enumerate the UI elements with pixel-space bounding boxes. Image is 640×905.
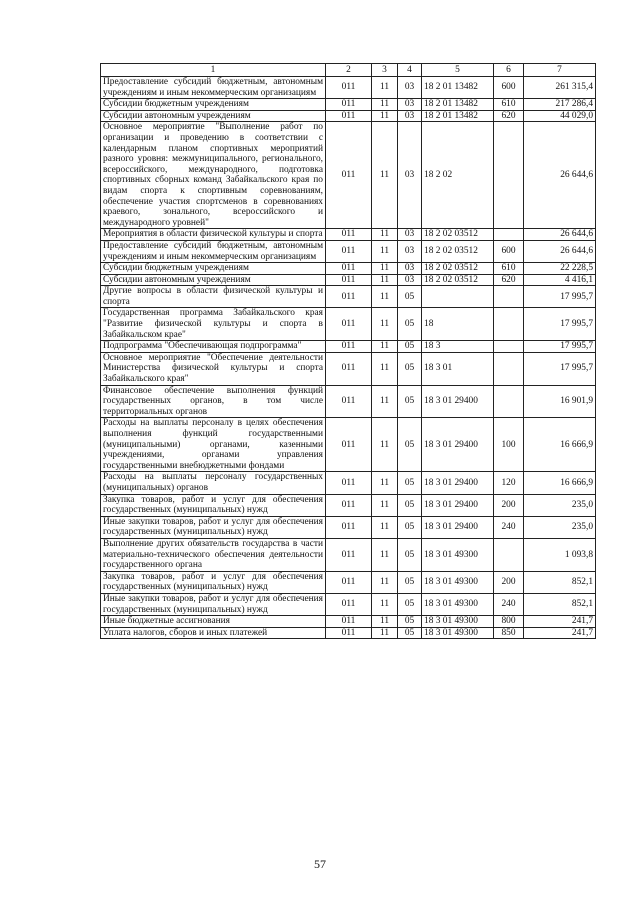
target-article-code: 18 [422, 308, 494, 341]
admin-code: 011 [326, 274, 372, 286]
table-row [101, 571, 596, 593]
table-row [101, 616, 596, 628]
row-name: Выполнение других обязательств государства в части материально-технического обеспечения деятельности государственного органа [101, 538, 326, 571]
admin-code: 011 [326, 240, 372, 262]
expense-type-code [494, 352, 524, 385]
target-article-code: 18 3 01 29400 [422, 472, 494, 494]
amount: 17 995,7 [524, 352, 596, 385]
expense-type-code: 610 [494, 263, 524, 275]
amount: 4 416,1 [524, 274, 596, 286]
target-article-code: 18 3 01 [422, 352, 494, 385]
table-row [101, 240, 596, 262]
amount: 16 666,9 [524, 418, 596, 472]
amount: 16 901,9 [524, 385, 596, 418]
admin-code: 011 [326, 472, 372, 494]
row-name: Подпрограмма "Обеспечивающая подпрограмма" [101, 341, 326, 353]
header-col-2: 2 [326, 64, 372, 77]
table-row [101, 341, 596, 353]
section-code: 11 [372, 99, 398, 111]
amount: 17 995,7 [524, 308, 596, 341]
admin-code: 011 [326, 516, 372, 538]
expense-type-code [494, 538, 524, 571]
amount: 241,7 [524, 627, 596, 639]
table-row [101, 263, 596, 275]
expense-type-code: 100 [494, 418, 524, 472]
subsection-code: 05 [398, 341, 422, 353]
section-code: 11 [372, 472, 398, 494]
section-code: 11 [372, 240, 398, 262]
target-article-code: 18 2 01 13482 [422, 110, 494, 122]
amount: 217 286,4 [524, 99, 596, 111]
table-row [101, 516, 596, 538]
subsection-code: 05 [398, 418, 422, 472]
section-code: 11 [372, 110, 398, 122]
row-name: Иные бюджетные ассигнования [101, 616, 326, 628]
section-code: 11 [372, 229, 398, 241]
admin-code: 011 [326, 494, 372, 516]
row-name: Уплата налогов, сборов и иных платежей [101, 627, 326, 639]
row-name: Иные закупки товаров, работ и услуг для обеспечения государственных (муниципальных) нужд [101, 516, 326, 538]
expense-type-code [494, 122, 524, 229]
header-col-7: 7 [524, 64, 596, 77]
admin-code: 011 [326, 122, 372, 229]
table-row [101, 229, 596, 241]
table-row [101, 538, 596, 571]
subsection-code: 03 [398, 77, 422, 99]
section-code: 11 [372, 538, 398, 571]
table-row [101, 627, 596, 639]
target-article-code: 18 2 01 13482 [422, 77, 494, 99]
subsection-code: 03 [398, 240, 422, 262]
row-name: Предоставление субсидий бюджетным, автономным учреждениям и иным некоммерческим организациям [101, 77, 326, 99]
section-code: 11 [372, 616, 398, 628]
target-article-code: 18 2 02 03512 [422, 240, 494, 262]
row-name: Расходы на выплаты персоналу государственных (муниципальных) органов [101, 472, 326, 494]
admin-code: 011 [326, 385, 372, 418]
admin-code: 011 [326, 593, 372, 615]
section-code: 11 [372, 77, 398, 99]
row-name: Закупка товаров, работ и услуг для обеспечения государственных (муниципальных) нужд [101, 494, 326, 516]
row-name: Иные закупки товаров, работ и услуг для обеспечения государственных (муниципальных) нужд [101, 593, 326, 615]
amount: 22 228,5 [524, 263, 596, 275]
target-article-code: 18 3 01 49300 [422, 571, 494, 593]
amount: 17 995,7 [524, 286, 596, 308]
section-code: 11 [372, 494, 398, 516]
target-article-code: 18 2 02 03512 [422, 263, 494, 275]
amount: 44 029,0 [524, 110, 596, 122]
amount: 1 093,8 [524, 538, 596, 571]
subsection-code: 05 [398, 308, 422, 341]
section-code: 11 [372, 341, 398, 353]
table-row [101, 99, 596, 111]
row-name: Субсидии бюджетным учреждениям [101, 263, 326, 275]
subsection-code: 05 [398, 571, 422, 593]
target-article-code: 18 2 02 03512 [422, 229, 494, 241]
section-code: 11 [372, 263, 398, 275]
target-article-code: 18 3 01 49300 [422, 616, 494, 628]
amount: 16 666,9 [524, 472, 596, 494]
table-row [101, 274, 596, 286]
admin-code: 011 [326, 77, 372, 99]
header-col-5: 5 [422, 64, 494, 77]
section-code: 11 [372, 516, 398, 538]
subsection-code: 03 [398, 263, 422, 275]
header-col-1: 1 [101, 64, 326, 77]
admin-code: 011 [326, 341, 372, 353]
row-name: Финансовое обеспечение выполнения функций государственных органов, в том числе территориальных органов [101, 385, 326, 418]
subsection-code: 05 [398, 627, 422, 639]
table-row [101, 286, 596, 308]
subsection-code: 05 [398, 516, 422, 538]
subsection-code: 03 [398, 274, 422, 286]
subsection-code: 05 [398, 286, 422, 308]
table-row [101, 110, 596, 122]
expense-type-code [494, 341, 524, 353]
row-name: Субсидии автономным учреждениям [101, 274, 326, 286]
page-number: 57 [314, 857, 326, 871]
expense-type-code: 240 [494, 516, 524, 538]
row-name: Государственная программа Забайкальского края "Развитие физической культуры и спорта в Забайкальском крае" [101, 308, 326, 341]
expense-type-code: 620 [494, 110, 524, 122]
expense-type-code [494, 385, 524, 418]
amount: 17 995,7 [524, 341, 596, 353]
subsection-code: 05 [398, 616, 422, 628]
table-row [101, 308, 596, 341]
budget-table [100, 63, 596, 639]
amount: 26 644,6 [524, 229, 596, 241]
expense-type-code: 800 [494, 616, 524, 628]
table-row [101, 472, 596, 494]
expense-type-code [494, 308, 524, 341]
expense-type-code: 600 [494, 240, 524, 262]
target-article-code: 18 3 01 29400 [422, 385, 494, 418]
amount: 235,0 [524, 516, 596, 538]
target-article-code: 18 3 01 49300 [422, 593, 494, 615]
expense-type-code: 200 [494, 571, 524, 593]
admin-code: 011 [326, 627, 372, 639]
subsection-code: 05 [398, 538, 422, 571]
admin-code: 011 [326, 263, 372, 275]
table-row [101, 494, 596, 516]
admin-code: 011 [326, 229, 372, 241]
amount: 852,1 [524, 593, 596, 615]
expense-type-code: 240 [494, 593, 524, 615]
table-row [101, 352, 596, 385]
row-name: Предоставление субсидий бюджетным, автономным учреждениям и иным некоммерческим организациям [101, 240, 326, 262]
expense-type-code: 600 [494, 77, 524, 99]
section-code: 11 [372, 571, 398, 593]
admin-code: 011 [326, 418, 372, 472]
row-name: Мероприятия в области физической культуры и спорта [101, 229, 326, 241]
header-col-3: 3 [372, 64, 398, 77]
section-code: 11 [372, 352, 398, 385]
amount: 241,7 [524, 616, 596, 628]
row-name: Субсидии автономным учреждениям [101, 110, 326, 122]
subsection-code: 03 [398, 110, 422, 122]
subsection-code: 03 [398, 229, 422, 241]
expense-type-code: 200 [494, 494, 524, 516]
expense-type-code: 850 [494, 627, 524, 639]
expense-type-code [494, 229, 524, 241]
admin-code: 011 [326, 286, 372, 308]
section-code: 11 [372, 122, 398, 229]
section-code: 11 [372, 627, 398, 639]
admin-code: 011 [326, 352, 372, 385]
target-article-code: 18 2 02 [422, 122, 494, 229]
subsection-code: 03 [398, 122, 422, 229]
table-row [101, 122, 596, 229]
admin-code: 011 [326, 616, 372, 628]
admin-code: 011 [326, 99, 372, 111]
row-name: Другие вопросы в области физической культуры и спорта [101, 286, 326, 308]
row-name: Закупка товаров, работ и услуг для обеспечения государственных (муниципальных) нужд [101, 571, 326, 593]
subsection-code: 05 [398, 494, 422, 516]
target-article-code: 18 3 01 29400 [422, 418, 494, 472]
section-code: 11 [372, 274, 398, 286]
target-article-code: 18 3 01 49300 [422, 538, 494, 571]
table-row [101, 77, 596, 99]
subsection-code: 03 [398, 99, 422, 111]
section-code: 11 [372, 418, 398, 472]
expense-type-code [494, 286, 524, 308]
section-code: 11 [372, 308, 398, 341]
table-row [101, 593, 596, 615]
row-name: Основное мероприятие "Обеспечение деятельности Министерства физической культуры и спорта Забайкальского края" [101, 352, 326, 385]
target-article-code: 18 3 01 49300 [422, 627, 494, 639]
table-header-row [101, 64, 596, 77]
target-article-code: 18 3 01 29400 [422, 494, 494, 516]
subsection-code: 05 [398, 385, 422, 418]
section-code: 11 [372, 385, 398, 418]
subsection-code: 05 [398, 352, 422, 385]
table-row [101, 385, 596, 418]
expense-type-code: 120 [494, 472, 524, 494]
row-name: Основное мероприятие "Выполнение работ по организации и проведению в соответствии с календарным планом спортивных мероприятий разного уровня: межмуниципального, регионального, всероссийского, международного, подготовка спортивных сборных команд Забайкальского края по видам спорта к спортивным соревнованиям, обеспечение участия спортсменов в соревнованиях краевого, зонального, всероссийского и международного уровней" [101, 122, 326, 229]
expense-type-code: 620 [494, 274, 524, 286]
target-article-code [422, 286, 494, 308]
subsection-code: 05 [398, 593, 422, 615]
row-name: Субсидии бюджетным учреждениям [101, 99, 326, 111]
subsection-code: 05 [398, 472, 422, 494]
admin-code: 011 [326, 538, 372, 571]
admin-code: 011 [326, 571, 372, 593]
section-code: 11 [372, 286, 398, 308]
amount: 261 315,4 [524, 77, 596, 99]
target-article-code: 18 2 02 03512 [422, 274, 494, 286]
header-col-4: 4 [398, 64, 422, 77]
amount: 26 644,6 [524, 122, 596, 229]
amount: 235,0 [524, 494, 596, 516]
target-article-code: 18 2 01 13482 [422, 99, 494, 111]
table-body [101, 77, 596, 639]
amount: 852,1 [524, 571, 596, 593]
target-article-code: 18 3 01 29400 [422, 516, 494, 538]
target-article-code: 18 3 [422, 341, 494, 353]
header-col-6: 6 [494, 64, 524, 77]
table-row [101, 418, 596, 472]
admin-code: 011 [326, 308, 372, 341]
admin-code: 011 [326, 110, 372, 122]
section-code: 11 [372, 593, 398, 615]
amount: 26 644,6 [524, 240, 596, 262]
row-name: Расходы на выплаты персоналу в целях обеспечения выполнения функций государственными (муниципальными) органами, казенными учреждениями, органами управления государственными внебюджетными фондами [101, 418, 326, 472]
expense-type-code: 610 [494, 99, 524, 111]
